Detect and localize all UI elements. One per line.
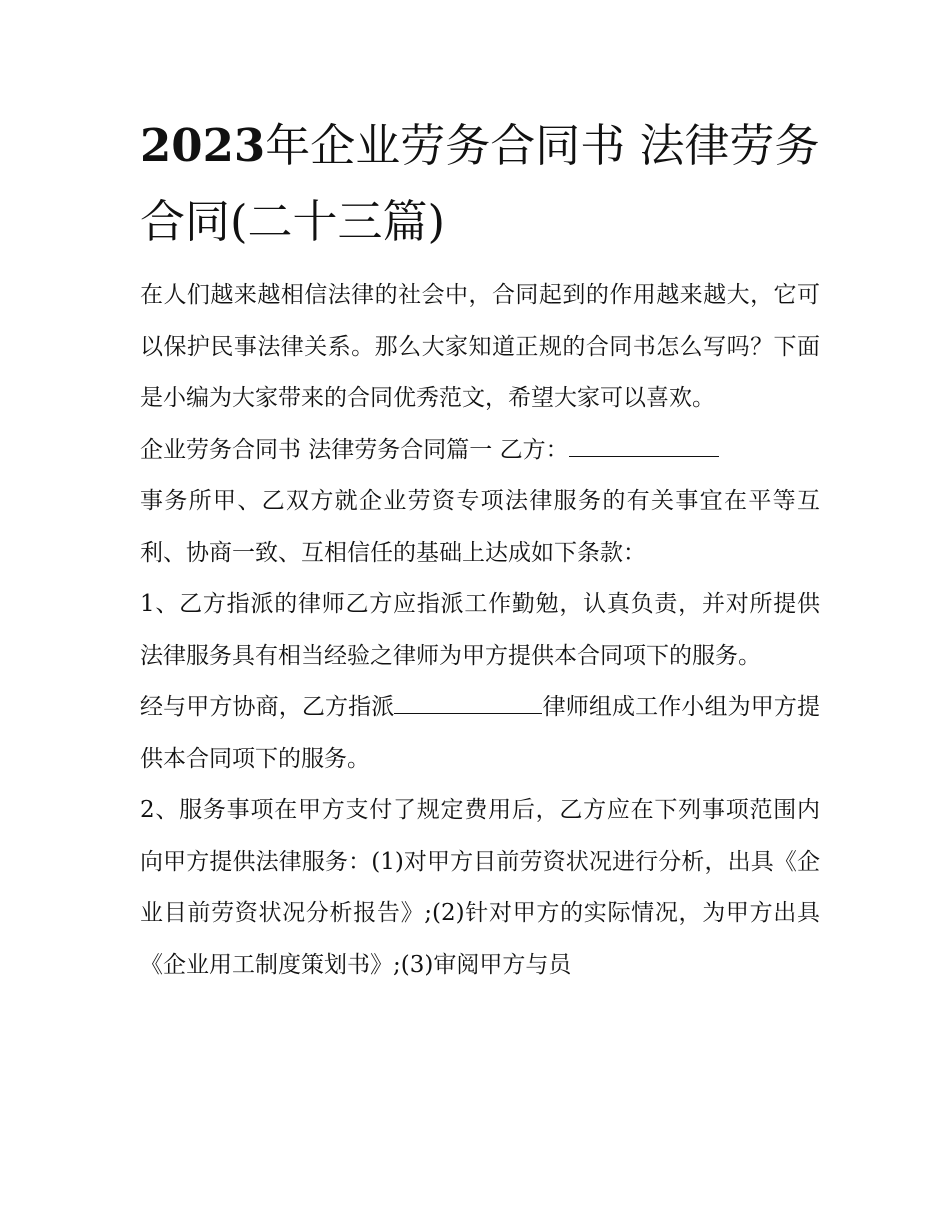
- clause-2-paragraph: 2、服务事项在甲方支付了规定费用后，乙方应在下列事项范围内向甲方提供法律服务：(1)对甲方目前劳资状况进行分析，出具《企业目前劳资状况分析报告》;(2)针对甲方的实际情况，为甲方出具《企业用工制度策划书》;(3)审阅甲方与员: [140, 797, 820, 978]
- document-title: [140, 108, 820, 260]
- document-page: [140, 108, 820, 991]
- title-year: 2023: [140, 119, 266, 172]
- intro-paragraph: 在人们越来越相信法律的社会中，合同起到的作用越来越大，它可以保护民事法律关系。那么大家知道正规的合同书怎么写吗？下面是小编为大家带来的合同优秀范文，希望大家可以喜欢。: [140, 282, 820, 411]
- parties-paragraph: 事务所甲、乙双方就企业劳资专项法律服务的有关事宜在平等互利、协商一致、互相信任的基础上达成如下条款：: [140, 488, 820, 566]
- assignment-text-after: 律师组成工作小组为甲方提供本合同项下的服务。: [140, 694, 821, 772]
- assignment-paragraph: [140, 682, 820, 785]
- section-heading-text: 企业劳务合同书 法律劳务合同篇一 乙方：: [140, 436, 569, 463]
- assignment-text-before: 经与甲方协商，乙方指派: [140, 694, 395, 720]
- lawyer-name-blank-line: [394, 691, 542, 714]
- clause-1-paragraph: 1、乙方指派的律师乙方应指派工作勤勉，认真负责，并对所提供法律服务具有相当经验之律师为甲方提供本合同项下的服务。: [140, 591, 820, 669]
- section-heading: [140, 425, 820, 477]
- title-text: 年企业劳务合同书 法律劳务合同(二十三篇): [140, 119, 820, 248]
- party-b-blank-line: [569, 434, 719, 457]
